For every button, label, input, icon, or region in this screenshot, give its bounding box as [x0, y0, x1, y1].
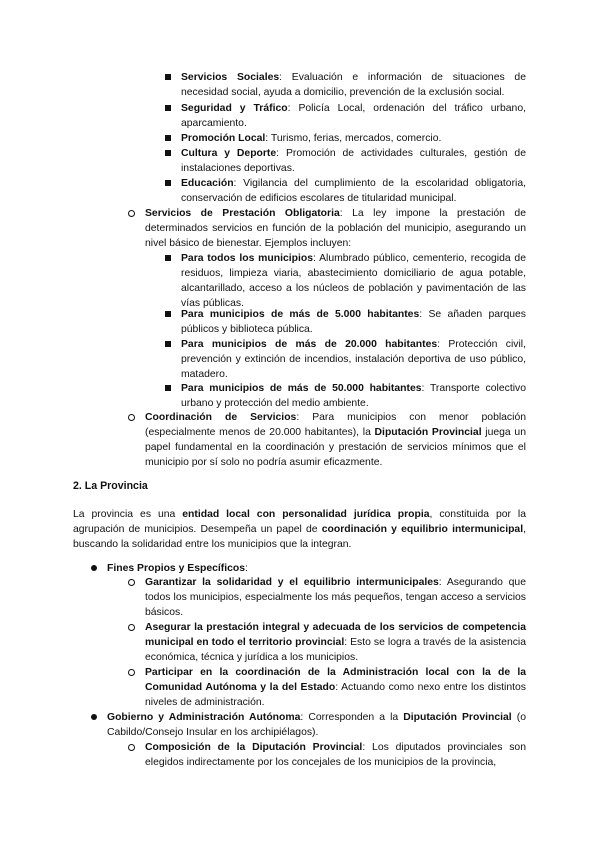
list-item-fines: Fines Propios y Específicos: [107, 563, 248, 574]
circle-bullet-icon [127, 743, 136, 752]
list-item-educacion: Educación: Vigilancia del cumplimiento de la escolaridad obligatoria, conservación de edificios escolares de titularidad municipal. [181, 178, 526, 204]
list-item-5000: Para municipios de más de 5.000 habitantes: Se añaden parques públicos y biblioteca pública. [181, 309, 526, 335]
disc-bullet-icon [90, 713, 98, 721]
square-bullet-icon [164, 179, 172, 187]
square-bullet-icon [164, 104, 172, 112]
list-item-gobierno: Gobierno y Administración Autónoma: Corresponden a la Diputación Provincial (o Cabildo/Consejo Insular en los archipiélagos). [107, 712, 526, 738]
circle-bullet-icon [127, 578, 136, 587]
circle-bullet-icon [127, 209, 136, 218]
list-item-composicion: Composición de la Diputación Provincial: Los diputados provinciales son elegidos indirectamente por los concejales de los municipios de la provincia, [145, 742, 526, 768]
list-item-garantizar: Garantizar la solidaridad y el equilibrio intermunicipales: Asegurando que todos los municipios, especialmente los más pequeños, tengan acceso a servicios básicos. [145, 577, 526, 618]
list-item-coordinacion: Coordinación de Servicios: Para municipios con menor población (especialmente menos de 20.000 habitantes), la Diputación Provincial juega un papel fundamental en la coordinación y prestación de servicios mínimos que el municipio por sí solo no podría asumir eficazmente. [145, 412, 526, 468]
square-bullet-icon [164, 149, 172, 157]
intro-paragraph: La provincia es una entidad local con personalidad jurídica propia, constituida por la agrupación de municipios. Desempeña un papel de coordinación y equilibrio intermunicipal, buscando la solidaridad entre los municipios que la integran. [73, 509, 527, 550]
list-item-todos-municipios: Para todos los municipios: Alumbrado público, cementerio, recogida de residuos, limpieza viaria, abastecimiento domiciliario de agua potable, alcantarillado, acceso a los núcleos de población y pavimentación de las vías públicas. [181, 253, 526, 309]
circle-bullet-icon [127, 623, 136, 632]
square-bullet-icon [164, 73, 172, 81]
list-item-cultura: Cultura y Deporte: Promoción de actividades culturales, gestión de instalaciones deportivas. [181, 148, 526, 174]
section-title: 2. La Provincia [73, 480, 148, 492]
square-bullet-icon [164, 340, 172, 348]
list-item-prestacion-obligatoria: Servicios de Prestación Obligatoria: La ley impone la prestación de determinados servicios en función de la población del municipio, asegurando un nivel básico de bienestar. Ejemplos incluyen: [145, 208, 526, 249]
disc-bullet-icon [90, 564, 98, 572]
square-bullet-icon [164, 134, 172, 142]
square-bullet-icon [164, 310, 172, 318]
list-item-asegurar: Asegurar la prestación integral y adecuada de los servicios de competencia municipal en todo el territorio provincial: Esto se logra a través de la asistencia económica, técnica y jurídica a los municipios. [145, 622, 527, 663]
list-item-20000: Para municipios de más de 20.000 habitantes: Protección civil, prevención y extinción de incendios, instalación deportiva de uso público, matadero. [181, 339, 526, 380]
list-item-servicios-sociales: Servicios Sociales: Evaluación e información de situaciones de necesidad social, ayuda a domicilio, prevención de la exclusión social. [181, 72, 526, 98]
list-item-seguridad: Seguridad y Tráfico: Policía Local, ordenación del tráfico urbano, aparcamiento. [181, 103, 526, 129]
list-item-participar: Participar en la coordinación de la Administración local con la de la Comunidad Autónoma y la del Estado: Actuando como nexo entre los distintos niveles de administración. [145, 667, 526, 708]
list-item-promocion: Promoción Local: Turismo, ferias, mercados, comercio. [181, 133, 442, 144]
list-item-50000: Para municipios de más de 50.000 habitantes: Transporte colectivo urbano y protección del medio ambiente. [181, 383, 526, 409]
circle-bullet-icon [127, 413, 136, 422]
square-bullet-icon [164, 254, 172, 262]
circle-bullet-icon [127, 668, 136, 677]
square-bullet-icon [164, 384, 172, 392]
